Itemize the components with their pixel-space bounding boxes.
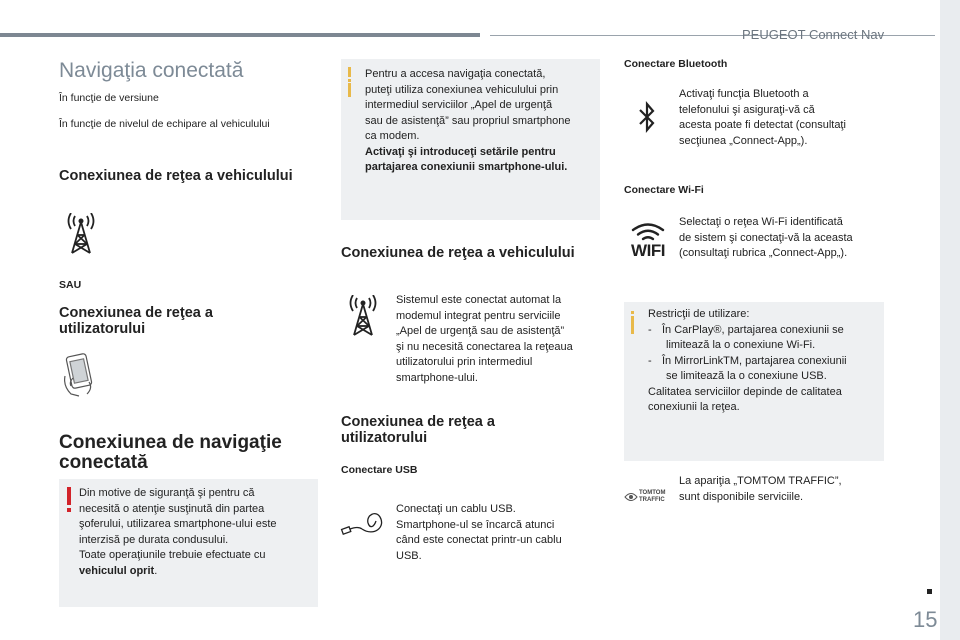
vehicle-network-description: Sistemul este conectat automat la modemul integrat pentru serviciile „Apel de urgenţă sau de asistenţă” şi nu necesită conectarea la reţeaua utilizatorului prin intermediul smartphone-ului. — [396, 294, 573, 384]
or-label: SAU — [59, 279, 82, 291]
warning-text: Din motive de siguranţă şi pentru că necesită o atenţie susţinută din partea şoferului, utilizarea smartphone-ului este interzisă pe durata condusului. Toate operaţiunile trebuie efectuate cu vehiculul oprit. — [79, 487, 277, 577]
info-icon-2 — [631, 311, 634, 314]
page-end-marker — [927, 589, 932, 594]
bluetooth-icon — [637, 101, 657, 133]
vehicle-network-heading-2: Conexiunea de reţea a vehiculului — [341, 245, 575, 261]
wifi-icon — [624, 222, 672, 262]
header-bar-left — [0, 33, 480, 37]
restrictions-text: Restricţii de utilizare: - În CarPlay®, partajarea conexiunii se limitează la o conexiune Wi-Fi. - În MirrorLinkTM, partajarea conexiunii se limitează la o conexiune USB. Calitatea serviciilor depinde de calitatea conexiunii la reţea. — [648, 308, 847, 413]
usb-description: Conectaţi un cablu USB. Smartphone-ul se încarcă atunci când este conectat printr-un cablu USB. — [396, 503, 562, 562]
connected-navigation-heading: Conexiunea de navigaţie conectată — [59, 432, 282, 473]
usb-connection-label: Conectare USB — [341, 464, 418, 476]
bluetooth-description: Activaţi funcţia Bluetooth a telefonului şi asiguraţi-vă că acesta poate fi detectat (consultaţi secţiunea „Connect-App„). — [679, 88, 846, 147]
info-text-access: Pentru a accesa navigaţia conectată, puteţi utiliza conexiunea vehiculului prin intermediul serviciilor „Apel de urgenţă sau de asistenţă” sau propriul smartphone ca modem. Activaţi şi introduceţi setările pentru partajarea conexiunii smartphone-ului. — [365, 68, 571, 173]
user-network-heading: Conexiunea de reţea a utilizatorului — [59, 305, 213, 337]
wifi-connection-label: Conectare Wi-Fi — [624, 184, 704, 196]
tomtom-description: La apariţia „TOMTOM TRAFFIC”, sunt disponibile serviciile. — [679, 475, 842, 503]
side-strip — [940, 0, 960, 640]
equipment-note: În funcţie de nivelul de echipare al vehiculului — [59, 118, 270, 130]
antenna-icon — [64, 213, 98, 255]
bluetooth-connection-label: Conectare Bluetooth — [624, 58, 728, 70]
antenna-icon-2 — [346, 295, 380, 337]
info-box-restrictions — [624, 302, 884, 461]
usb-cable-icon — [340, 507, 386, 539]
header-title: PEUGEOT Connect Nav — [742, 27, 885, 42]
user-network-heading-2: Conexiunea de reţea a utilizatorului — [341, 414, 495, 446]
vehicle-network-heading: Conexiunea de reţea a vehiculului — [59, 168, 293, 184]
tomtom-traffic-logo: TOMTOM TRAFFIC — [624, 489, 672, 505]
warning-icon — [65, 487, 73, 513]
wifi-icon-label: WIFI — [631, 241, 665, 260]
safety-warning-box — [59, 479, 318, 607]
info-icon — [348, 67, 351, 77]
version-note: În funcţie de versiune — [59, 92, 159, 104]
page-title: Navigaţia conectată — [59, 59, 244, 82]
wifi-description: Selectaţi o reţea Wi-Fi identificată de sistem şi conectaţi-vă la aceasta (consultaţi rubrica „Connect-App„). — [679, 216, 853, 259]
info-box-access — [341, 59, 600, 220]
page-number: 15 — [913, 607, 938, 632]
smartphone-hand-icon — [59, 352, 103, 398]
